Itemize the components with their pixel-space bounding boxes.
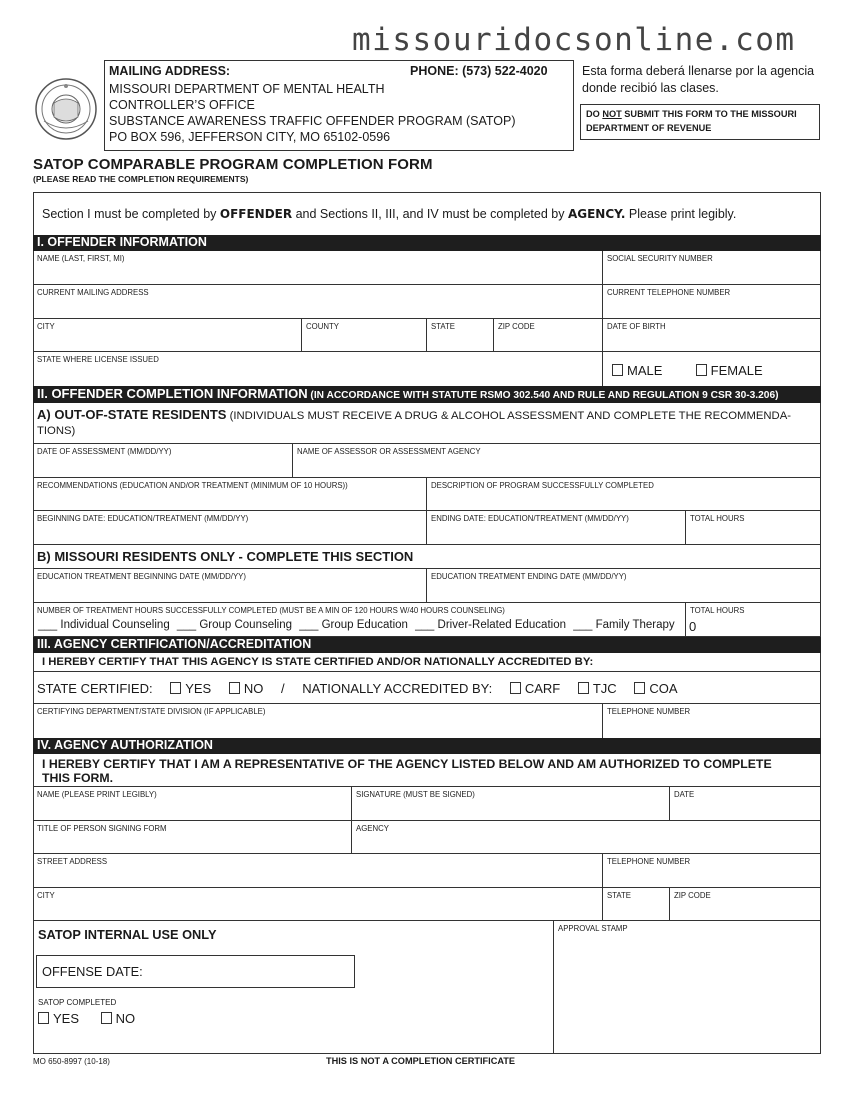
total-hours-field[interactable] xyxy=(686,511,821,545)
agency-telephone-field[interactable] xyxy=(603,854,821,888)
field-label: BEGINNING DATE: EDUCATION/TREATMENT (MM/DD/YY) xyxy=(37,514,249,523)
state-no-checkbox[interactable] xyxy=(229,682,240,694)
address-line: SUBSTANCE AWARENESS TRAFFIC OFFENDER PROGRAM (SATOP) xyxy=(109,114,516,128)
assessment-date-field[interactable] xyxy=(33,444,293,478)
hours-options xyxy=(38,619,675,631)
telephone-field[interactable] xyxy=(603,285,821,319)
street-address-field[interactable] xyxy=(33,854,603,888)
intro-offender: OFFENDER xyxy=(219,207,293,221)
field-label: STREET ADDRESS xyxy=(37,857,108,866)
field-label: AGENCY xyxy=(356,824,389,833)
coa-label: COA xyxy=(649,681,678,696)
field-label: CURRENT TELEPHONE NUMBER xyxy=(607,288,731,297)
field-label: SOCIAL SECURITY NUMBER xyxy=(607,254,713,263)
license-state-field[interactable] xyxy=(33,352,603,386)
satop-completed-options xyxy=(38,1011,135,1026)
field-label: NAME (PLEASE PRINT LEGIBLY) xyxy=(37,790,157,799)
mailing-address-box xyxy=(104,60,574,151)
female-label: FEMALE xyxy=(710,363,763,378)
certifying-telephone-field[interactable] xyxy=(603,704,821,738)
blank-line[interactable]: ___ xyxy=(573,619,593,631)
field-label: TOTAL HOURS xyxy=(690,514,745,523)
no-label: NO xyxy=(115,1011,136,1026)
mailing-address-field[interactable] xyxy=(33,285,603,319)
dob-field[interactable] xyxy=(603,319,821,352)
internal-use-title: SATOP INTERNAL USE ONLY xyxy=(38,927,217,942)
intro-text xyxy=(42,207,736,221)
agency-field[interactable] xyxy=(352,821,821,854)
section-2-note: (IN ACCORDANCE WITH STATUTE RSMO 302.540 AND RULE AND REGULATION 9 CSR 30-3.206) xyxy=(307,390,779,401)
male-label: MALE xyxy=(627,363,663,378)
male-checkbox[interactable] xyxy=(612,364,623,376)
no-label: NO xyxy=(243,681,264,696)
beginning-date-field[interactable] xyxy=(33,511,427,545)
completed-yes-checkbox[interactable] xyxy=(38,1012,49,1024)
driver-related-education-label: Driver-Related Education xyxy=(437,619,566,631)
offense-date-label: OFFENSE DATE: xyxy=(42,964,143,979)
field-label: APPROVAL STAMP xyxy=(558,924,628,933)
satop-completed-label: SATOP COMPLETED xyxy=(38,998,117,1007)
field-label: ENDING DATE: EDUCATION/TREATMENT (MM/DD/YY) xyxy=(431,514,629,523)
intro-part: Please print legibly. xyxy=(625,207,737,221)
field-label: DATE OF BIRTH xyxy=(607,322,666,331)
address-line: MISSOURI DEPARTMENT OF MENTAL HEALTH xyxy=(109,82,385,96)
out-of-state-heading xyxy=(37,407,791,422)
field-label: CURRENT MAILING ADDRESS xyxy=(37,288,149,297)
field-label: NAME OF ASSESSOR OR ASSESSMENT AGENCY xyxy=(297,447,481,456)
field-label: DATE xyxy=(674,790,695,799)
ssn-field[interactable] xyxy=(603,251,821,285)
offense-date-field[interactable] xyxy=(36,955,355,988)
intro-agency: AGENCY. xyxy=(567,207,626,221)
field-label: CITY xyxy=(37,891,55,900)
approval-stamp-area xyxy=(553,921,821,1054)
certify-statement: I HEREBY CERTIFY THAT THIS AGENCY IS STATE CERTIFIED AND/OR NATIONALLY ACCREDITED BY: xyxy=(42,656,594,668)
education-end-field[interactable] xyxy=(427,569,821,603)
form-number: MO 650-8997 (10-18) xyxy=(33,1057,110,1066)
intro-part: and Sections II, III, and IV must be completed by xyxy=(292,207,568,221)
blank-line[interactable]: ___ xyxy=(176,619,197,631)
coa-checkbox[interactable] xyxy=(634,682,645,694)
field-label: TOTAL HOURS xyxy=(690,606,745,615)
individual-counseling-label: Individual Counseling xyxy=(60,619,170,631)
field-label: STATE WHERE LICENSE ISSUED xyxy=(37,355,159,364)
tjc-label: TJC xyxy=(592,681,617,696)
field-label: NAME (LAST, FIRST, MI) xyxy=(37,254,125,263)
section-1-header: I. OFFENDER INFORMATION xyxy=(33,235,821,251)
field-label: EDUCATION TREATMENT ENDING DATE (MM/DD/YY) xyxy=(431,572,627,581)
county-field[interactable] xyxy=(302,319,427,352)
agency-state-field[interactable] xyxy=(603,888,670,921)
do-not-submit-box xyxy=(580,104,820,140)
total-hours-b-field[interactable] xyxy=(686,603,821,637)
field-label: STATE xyxy=(607,891,631,900)
zip-field[interactable] xyxy=(494,319,603,352)
section-2-header xyxy=(33,386,821,403)
do-not-submit-not: NOT xyxy=(602,109,622,119)
state-seal-logo xyxy=(34,77,98,141)
form-subtitle: (PLEASE READ THE COMPLETION REQUIREMENTS) xyxy=(33,174,249,184)
female-checkbox[interactable] xyxy=(696,364,707,376)
mailing-address-label: MAILING ADDRESS: xyxy=(109,64,231,78)
title-of-person-field[interactable] xyxy=(33,821,352,854)
field-label: TELEPHONE NUMBER xyxy=(607,857,691,866)
education-begin-field[interactable] xyxy=(33,569,427,603)
date-field[interactable] xyxy=(670,787,821,821)
program-description-field[interactable] xyxy=(427,478,821,511)
group-education-label: Group Education xyxy=(321,619,408,631)
yes-label: YES xyxy=(185,681,212,696)
nationally-accredited-label: NATIONALLY ACCREDITED BY: xyxy=(302,681,493,696)
field-label: DESCRIPTION OF PROGRAM SUCCESSFULLY COMPLETED xyxy=(431,481,654,490)
yes-label: YES xyxy=(53,1011,80,1026)
agency-city-field[interactable] xyxy=(33,888,603,921)
address-line: CONTROLLER’S OFFICE xyxy=(109,98,255,112)
address-line: PO BOX 596, JEFFERSON CITY, MO 65102-0596 xyxy=(109,130,391,144)
field-label: EDUCATION TREATMENT BEGINNING DATE (MM/DD/YY) xyxy=(37,572,246,581)
completed-no-checkbox[interactable] xyxy=(101,1012,112,1024)
authorization-statement-cont: THIS FORM. xyxy=(42,771,114,785)
field-label: TITLE OF PERSON SIGNING FORM xyxy=(37,824,167,833)
missouri-residents-heading: B) MISSOURI RESIDENTS ONLY - COMPLETE THIS SECTION xyxy=(37,549,414,564)
rep-name-field[interactable] xyxy=(33,787,352,821)
assessor-field[interactable] xyxy=(293,444,821,478)
field-label: COUNTY xyxy=(306,322,339,331)
name-field[interactable] xyxy=(33,251,603,285)
state-yes-checkbox[interactable] xyxy=(170,682,181,694)
field-label: SIGNATURE (MUST BE SIGNED) xyxy=(356,790,475,799)
out-of-state-note-cont: TIONS) xyxy=(37,425,76,437)
gender-options xyxy=(612,363,763,378)
certification-options xyxy=(37,681,678,696)
field-label: TELEPHONE NUMBER xyxy=(607,707,691,716)
field-label: RECOMMENDATIONS (EDUCATION AND/OR TREATMENT (MINIMUM OF 10 HOURS)) xyxy=(37,481,348,490)
field-label: STATE xyxy=(431,322,455,331)
recommendations-field[interactable] xyxy=(33,478,427,511)
tjc-checkbox[interactable] xyxy=(578,682,589,694)
certifying-department-field[interactable] xyxy=(33,704,603,738)
signature-field[interactable] xyxy=(352,787,670,821)
field-label: DATE OF ASSESSMENT (MM/DD/YY) xyxy=(37,447,172,456)
group-counseling-label: Group Counseling xyxy=(199,619,293,631)
blank-line[interactable]: ___ xyxy=(415,619,435,631)
form-title: SATOP COMPARABLE PROGRAM COMPLETION FORM xyxy=(33,156,433,173)
field-label: NUMBER OF TREATMENT HOURS SUCCESSFULLY COMPLETED (MUST BE A MIN OF 120 HOURS W/40 HOURS COUNSELING) xyxy=(37,606,505,615)
carf-checkbox[interactable] xyxy=(510,682,521,694)
blank-line[interactable]: ___ xyxy=(299,619,319,631)
spanish-note: Esta forma deberá llenarse por la agencia donde recibió las clases. xyxy=(582,64,815,95)
authorization-statement: I HEREBY CERTIFY THAT I AM A REPRESENTATIVE OF THE AGENCY LISTED BELOW AND AM AUTHORIZED TO COMPLETE xyxy=(42,757,772,771)
family-therapy-label: Family Therapy xyxy=(595,619,675,631)
carf-label: CARF xyxy=(524,681,561,696)
section-4-header: IV. AGENCY AUTHORIZATION xyxy=(33,738,821,754)
field-label: ZIP CODE xyxy=(498,322,535,331)
state-field[interactable] xyxy=(427,319,494,352)
out-of-state-title: A) OUT-OF-STATE RESIDENTS xyxy=(37,407,227,422)
slash-separator: / xyxy=(280,681,285,696)
section-3-header: III. AGENCY CERTIFICATION/ACCREDITATION xyxy=(33,637,821,653)
blank-line[interactable]: ___ xyxy=(38,619,58,631)
city-field[interactable] xyxy=(33,319,302,352)
total-hours-value: 0 xyxy=(689,619,697,634)
agency-zip-field[interactable] xyxy=(670,888,821,921)
field-label: ZIP CODE xyxy=(674,891,711,900)
field-label: CERTIFYING DEPARTMENT/STATE DIVISION (IF APPLICABLE) xyxy=(37,707,266,716)
ending-date-field[interactable] xyxy=(427,511,686,545)
watermark: missouridocsonline.com xyxy=(352,22,796,58)
section-2-title: II. OFFENDER COMPLETION INFORMATION xyxy=(37,386,308,401)
intro-part: Section I must be completed by xyxy=(42,207,220,221)
out-of-state-note: (INDIVIDUALS MUST RECEIVE A DRUG & ALCOHOL ASSESSMENT AND COMPLETE THE RECOMMENDA- xyxy=(226,410,792,422)
field-label: CITY xyxy=(37,322,55,331)
phone-number: PHONE: (573) 522-4020 xyxy=(410,64,548,78)
divider xyxy=(33,671,821,672)
not-certificate-note: THIS IS NOT A COMPLETION CERTIFICATE xyxy=(326,1056,516,1066)
state-certified-label: STATE CERTIFIED: xyxy=(37,681,153,696)
do-not-submit-pre: DO xyxy=(586,109,603,119)
do-not-submit-post: SUBMIT THIS FORM TO THE MISSOURI DEPARTMENT OF REVENUE xyxy=(586,109,797,133)
